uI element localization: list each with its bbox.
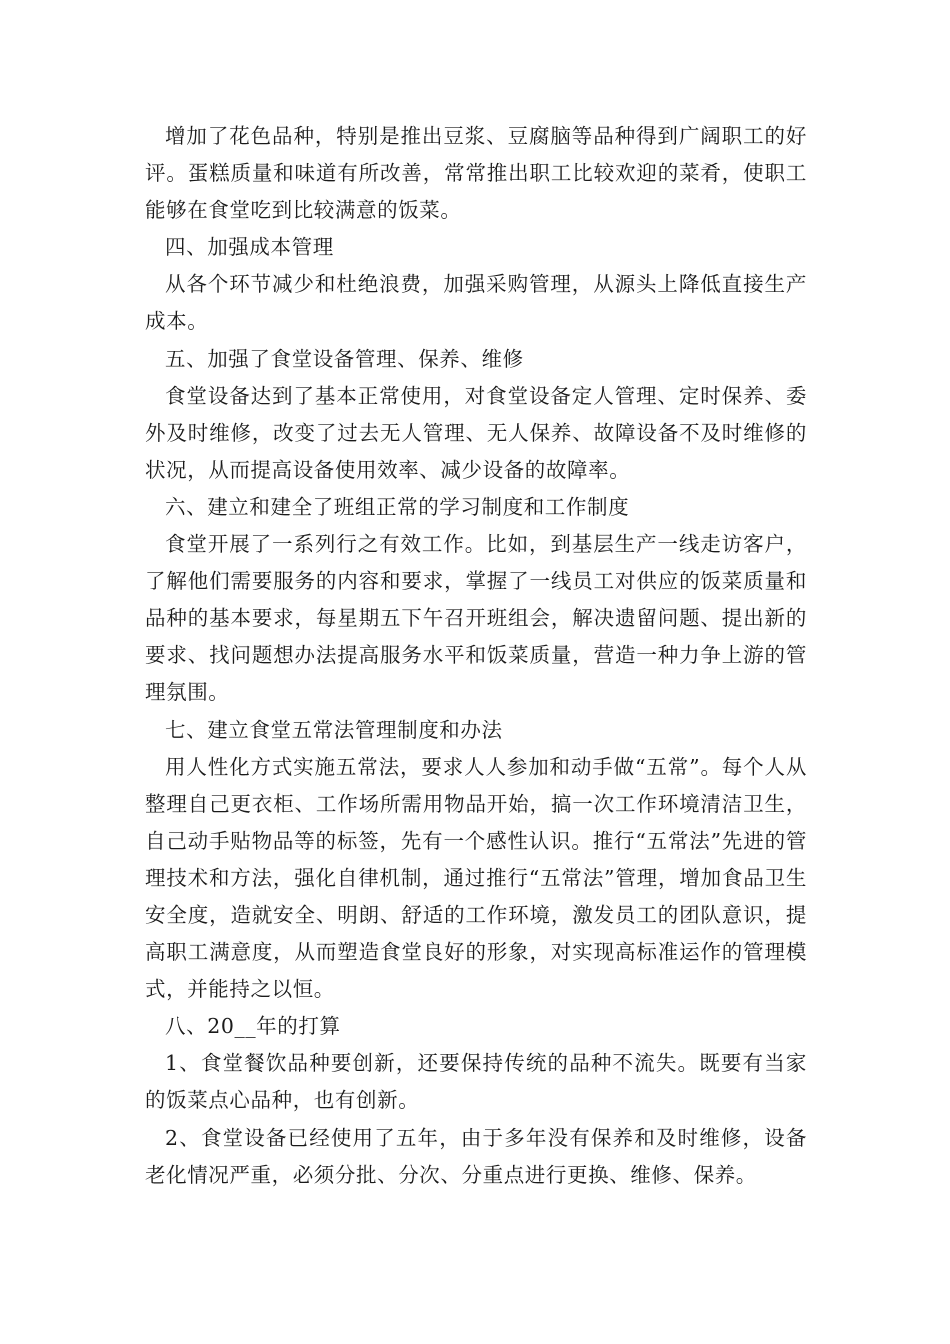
heading-equipment-management: 五、加强了食堂设备管理、保养、维修 [165,346,524,371]
paragraph-plan-item-1: 1、食堂餐饮品种要创新，还要保持传统的品种不流失。既要有当家的饭菜点心品种，也有创新。 [145,1051,807,1113]
paragraph-equipment-management: 食堂设备达到了基本正常使用，对食堂设备定人管理、定时保养、委外及时维修，改变了过去无人管理、无人保养、故障设备不及时维修的状况，从而提高设备使用效率、减少设备的故障率。 [145,383,807,482]
paragraph-five-s-method: 用人性化方式实施五常法，要求人人参加和动手做“五常”。每个人从整理自己更衣柜、工作场所需用物品开始，搞一次工作环境清洁卫生，自己动手贴物品等的标签，先有一个感性认识。推行“五常法”先进的管理技术和方法，强化自律机制，通过推行“五常法”管理，增加食品卫生安全度，造就安全、明朗、舒适的工作环境，激发员工的团队意识，提高职工满意度，从而塑造食堂良好的形象，对实现高标准运作的管理模式，并能持之以恒。 [145,754,807,1002]
heading-five-s-method: 七、建立食堂五常法管理制度和办法 [165,717,503,742]
paragraph-team-system: 食堂开展了一系列行之有效工作。比如，到基层生产一线走访客户，了解他们需要服务的内容和要求，掌握了一线员工对供应的饭菜质量和品种的基本要求，每星期五下午召开班组会，解决遗留问题、提出新的要求、找问题想办法提高服务水平和饭菜质量，营造一种力争上游的管理氛围。 [145,532,807,705]
document-body [145,118,807,1194]
paragraph-menu-variety: 增加了花色品种，特别是推出豆浆、豆腐脑等品种得到广阔职工的好评。蛋糕质量和味道有所改善，常常推出职工比较欢迎的菜肴，使职工能够在食堂吃到比较满意的饭菜。 [145,124,807,223]
heading-team-system: 六、建立和建全了班组正常的学习制度和工作制度 [165,494,630,519]
paragraph-plan-item-2: 2、食堂设备已经使用了五年，由于多年没有保养和及时维修，设备老化情况严重，必须分批、分次、分重点进行更换、维修、保养。 [145,1125,807,1187]
heading-cost-management: 四、加强成本管理 [165,235,334,260]
paragraph-cost-management: 从各个环节减少和杜绝浪费，加强采购管理，从源头上降低直接生产成本。 [145,272,807,334]
heading-next-year-plan: 八、20__年的打算 [165,1014,341,1039]
